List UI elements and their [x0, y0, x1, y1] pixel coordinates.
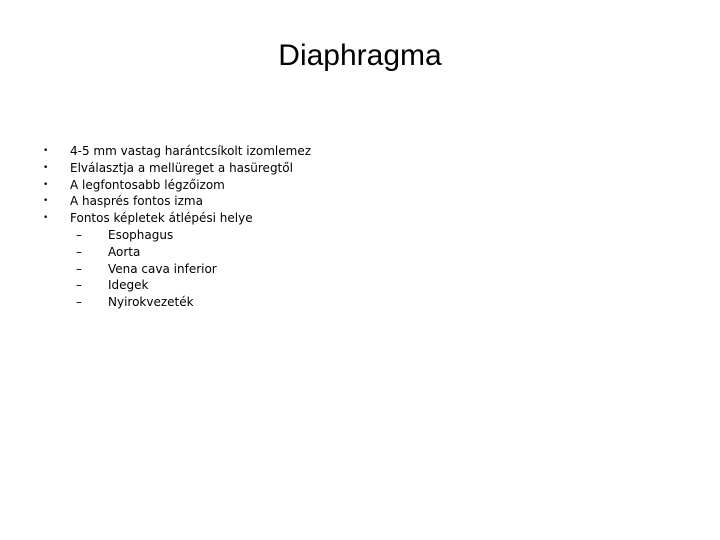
sub-bullet-text: Aorta	[108, 244, 141, 259]
bullet-text: Fontos képletek átlépési helye	[70, 211, 253, 226]
sub-bullet-item	[76, 244, 680, 261]
bullet-marker: •	[43, 213, 49, 224]
sub-bullet-item	[76, 227, 680, 244]
bullet-marker: •	[43, 146, 49, 156]
sub-bullet-text: Vena cava inferior	[108, 261, 217, 276]
bullet-item	[40, 143, 680, 160]
sub-bullet-text: Idegek	[108, 278, 149, 293]
dash-marker: –	[76, 244, 82, 259]
bullet-item	[40, 210, 680, 311]
bullet-item	[40, 177, 680, 194]
bullet-text: 4-5 mm vastag harántcsíkolt izomlemez	[70, 144, 312, 158]
sub-bullet-text: Esophagus	[108, 227, 174, 242]
bullet-item	[40, 160, 680, 177]
slide-content	[40, 143, 680, 311]
slide-title: Diaphragma	[278, 39, 442, 72]
sub-bullet-text: Nyirokvezeték	[108, 295, 194, 310]
sub-bullet-item	[76, 261, 680, 278]
dash-marker: –	[76, 295, 82, 310]
dash-marker: –	[76, 278, 82, 293]
bullet-text: A hasprés fontos izma	[70, 194, 203, 209]
sub-bullet-list	[70, 227, 680, 311]
sub-bullet-item	[76, 277, 680, 294]
sub-bullet-item	[76, 294, 680, 311]
bullet-list	[40, 143, 680, 311]
bullet-marker: •	[43, 179, 49, 190]
dash-marker: –	[76, 261, 82, 276]
bullet-marker: •	[43, 162, 49, 173]
bullet-marker: •	[43, 196, 49, 207]
bullet-item	[40, 193, 680, 210]
bullet-text: Elválasztja a mellüreget a hasüregtől	[70, 160, 293, 175]
dash-marker: –	[76, 227, 82, 242]
bullet-text: A legfontosabb légzőizom	[70, 177, 225, 192]
